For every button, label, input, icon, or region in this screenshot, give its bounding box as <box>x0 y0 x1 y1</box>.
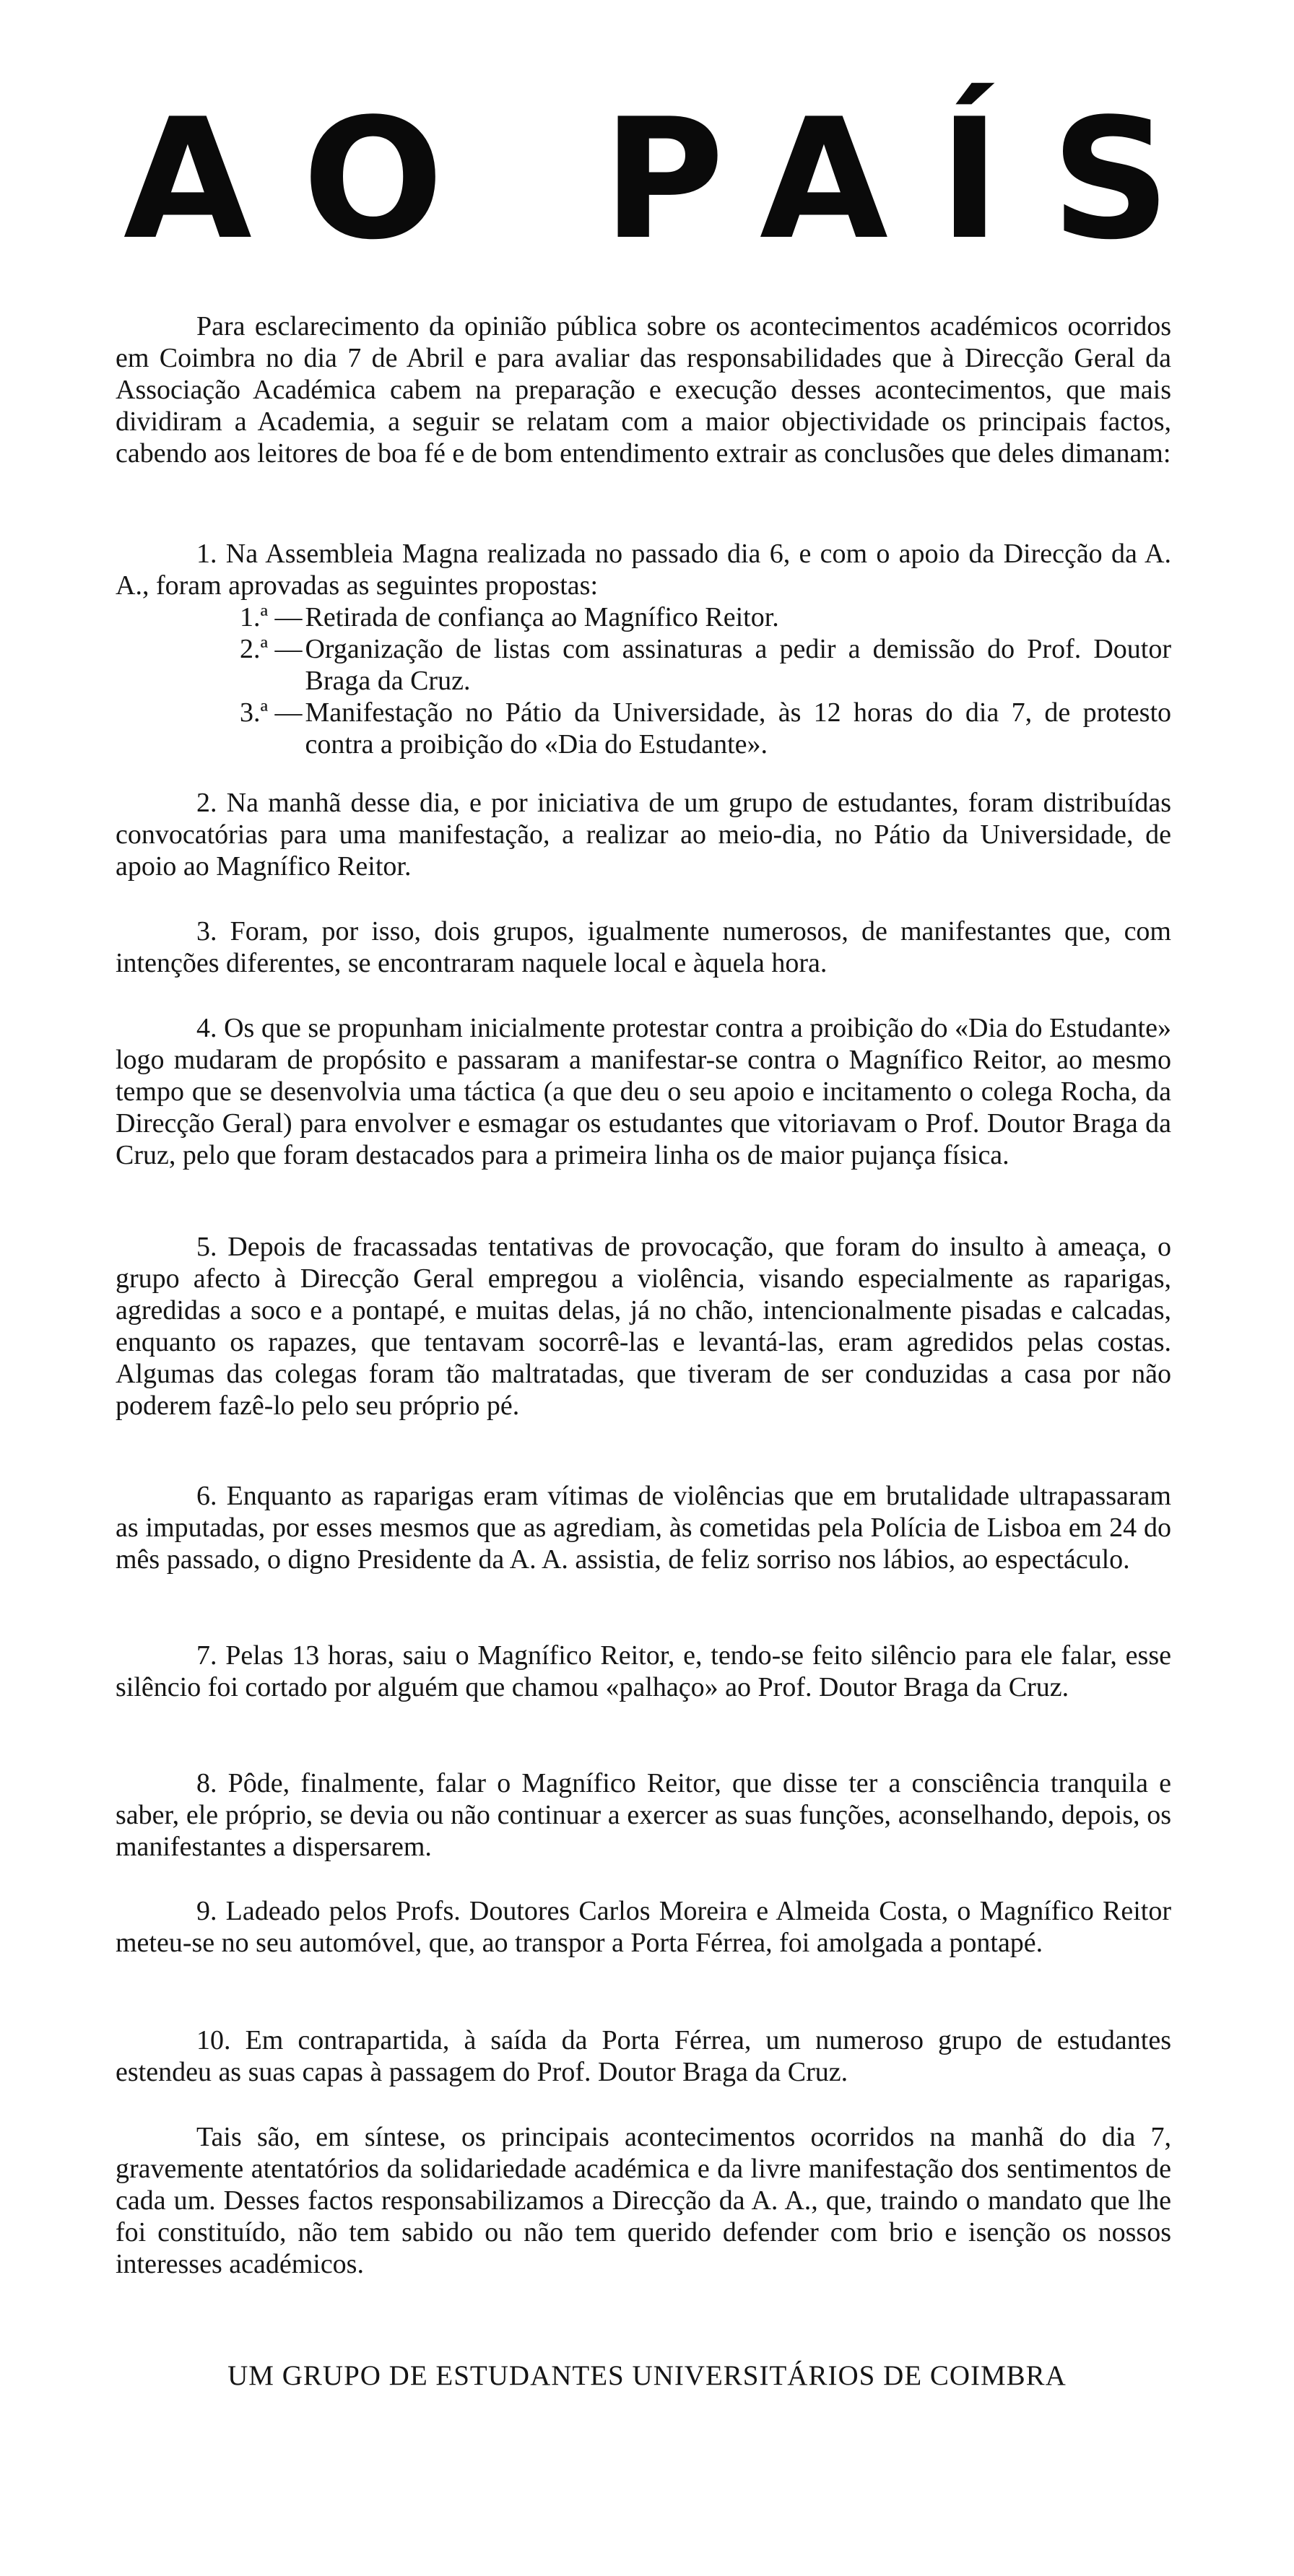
proposal-text: Organização de listas com assinaturas a pedir a demissão do Prof. Doutor Braga da Cruz. <box>305 634 1171 696</box>
proposals-list <box>116 601 1171 760</box>
proposal-item-1 <box>240 601 1171 633</box>
proposal-item-3 <box>240 697 1171 760</box>
item-9-text: 9. Ladeado pelos Profs. Doutores Carlos Moreira e Almeida Costa, o Magnífico Reitor meteu-se no seu automóvel, que, ao transpor a Porta Férrea, foi amolgada a pontapé. <box>116 1896 1171 1958</box>
closing-text: Tais são, em síntese, os principais acontecimentos ocorridos na manhã do dia 7, gravemente atentatórios da solidariedade académica e da livre manifestação dos sentimentos de cada um. Desses factos responsabilizamos a Direcção da A. A., que, traindo o mandato que lhe foi constituído, não tem sabido ou não tem querido defender com brio e isenção os nossos interesses académicos. <box>116 2122 1171 2279</box>
numbered-item-6 <box>116 1480 1171 1575</box>
proposal-marker: 1.ª — <box>240 602 303 632</box>
proposal-marker: 3.ª — <box>240 697 303 728</box>
item-10-text: 10. Em contrapartida, à saída da Porta Férrea, um numeroso grupo de estudantes estendeu as suas capas à passagem do Prof. Doutor Braga da Cruz. <box>116 2025 1171 2087</box>
item-6-text: 6. Enquanto as raparigas eram vítimas de violências que em brutalidade ultrapassaram as imputadas, por esses mesmos que as agrediam, às cometidas pela Polícia de Lisboa em 24 do mês passado, o digno Presidente da A. A. assistia, de feliz sorriso nos lábios, ao espectáculo. <box>116 1481 1171 1575</box>
intro-paragraph <box>116 310 1171 469</box>
item-4-text: 4. Os que se propunham inicialmente protestar contra a proibição do «Dia do Estudante» logo mudaram de propósito e passaram a manifestar-se contra o Magnífico Reitor, ao mesmo tempo que se desenvolvia uma táctica (a que deu o seu apoio e incitamento o colega Rocha, da Direcção Geral) para envolver e esmagar os estudantes que vitoriavam o Prof. Doutor Braga da Cruz, pelo que foram destacados para a primeira linha os de maior pujança física. <box>116 1013 1171 1170</box>
intro-text: Para esclarecimento da opinião pública sobre os acontecimentos académicos ocorridos em Coimbra no dia 7 de Abril e para avaliar das responsabilidades que à Direcção Geral da Associação Académica cabem na preparação e execução desses acontecimentos, que mais dividiram a Academia, a seguir se relatam com a maior objectividade os principais factos, cabendo aos leitores de boa fé e de bom entendimento extrair as conclusões que deles dimanam: <box>116 311 1171 469</box>
document-title: AO PAÍS <box>123 84 1222 277</box>
numbered-item-1 <box>116 538 1171 760</box>
numbered-item-7 <box>116 1640 1171 1703</box>
proposal-item-2 <box>240 633 1171 697</box>
item-7-text: 7. Pelas 13 horas, saiu o Magnífico Reitor, e, tendo-se feito silêncio para ele falar, esse silêncio foi cortado por alguém que chamou «palhaço» ao Prof. Doutor Braga da Cruz. <box>116 1640 1171 1702</box>
proposal-marker: 2.ª — <box>240 634 303 664</box>
proposal-text: Manifestação no Pátio da Universidade, às 12 horas do dia 7, de protesto contra a proibição do «Dia do Estudante». <box>305 697 1171 760</box>
numbered-item-9 <box>116 1895 1171 1959</box>
item-8-text: 8. Pôde, finalmente, falar o Magnífico Reitor, que disse ter a consciência tranquila e saber, ele próprio, se devia ou não continuar a exercer as suas funções, aconselhando, depois, os manifestantes a dispersarem. <box>116 1768 1171 1862</box>
numbered-item-5 <box>116 1231 1171 1422</box>
item-2-text: 2. Na manhã desse dia, e por iniciativa de um grupo de estudantes, foram distribuídas convocatórias para uma manifestação, a realizar ao meio-dia, no Pátio da Universidade, de apoio ao Magnífico Reitor. <box>116 788 1171 882</box>
numbered-item-3 <box>116 915 1171 979</box>
numbered-item-2 <box>116 787 1171 882</box>
item-1-text: 1. Na Assembleia Magna realizada no passado dia 6, e com o apoio da Direcção da A. A., foram aprovadas as seguintes propostas: <box>116 539 1171 601</box>
numbered-item-10 <box>116 2024 1171 2088</box>
signature: UM GRUPO DE ESTUDANTES UNIVERSITÁRIOS DE COIMBRA <box>227 2360 1067 2391</box>
item-5-text: 5. Depois de fracassadas tentativas de provocação, que foram do insulto à ameaça, o grupo afecto à Direcção Geral empregou a violência, visando especialmente as raparigas, agredidas a soco e a pontapé, e muitas delas, já no chão, intencionalmente pisadas e calcadas, enquanto os rapazes, que tentavam socorrê-las e levantá-las, eram agredidos pelas costas. Algumas das colegas foram tão maltratadas, que tiveram de ser conduzidas a casa por não poderem fazê-lo pelo seu próprio pé. <box>116 1232 1171 1421</box>
numbered-item-4 <box>116 1012 1171 1171</box>
numbered-item-8 <box>116 1767 1171 1863</box>
closing-paragraph <box>116 2121 1171 2280</box>
proposal-text: Retirada de confiança ao Magnífico Reitor. <box>305 602 779 632</box>
item-3-text: 3. Foram, por isso, dois grupos, igualmente numerosos, de manifestantes que, com intenções diferentes, se encontraram naquele local e àquela hora. <box>116 916 1171 978</box>
